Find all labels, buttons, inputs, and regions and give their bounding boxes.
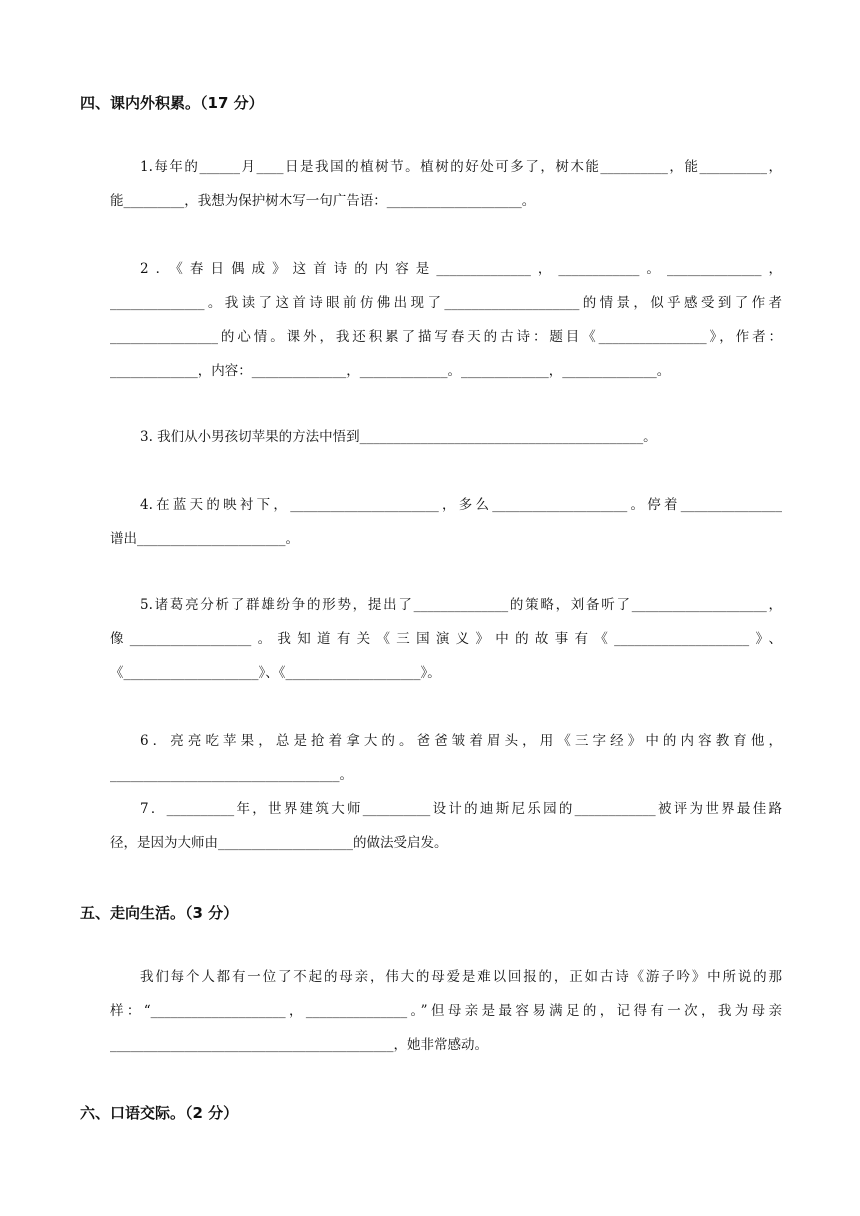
s5-line-1: 我们每个人都有一位了不起的母亲，伟大的母爱是难以回报的，正如古诗《游子吟》中所说的那	[140, 969, 782, 985]
q2-line-1: 2．《春日偶成》这首诗的内容是______________，____________。______________，	[140, 261, 782, 277]
q7-line-2: 径，是因为大师由____________________的做法受启发。	[110, 835, 448, 851]
q5-line-1: 5.诸葛亮分析了群雄纷争的形势，提出了______________的策略，刘备听了____________________，	[140, 597, 782, 613]
s5-line-3: __________________________________________，她非常感动。	[110, 1037, 488, 1053]
q5-line-3: 《____________________》、《____________________》。	[110, 665, 441, 681]
q5-line-2: 像__________________。我知道有关《三国演义》中的故事有《____________________》、	[110, 631, 782, 647]
section-5-heading: 五、走向生活。（3 分）	[80, 904, 239, 922]
section-4-heading: 四、课内外积累。（17 分）	[80, 94, 264, 112]
q2-line-3: ________________的心情。课外，我还积累了描写春天的古诗：题目《________________》，作者：	[110, 329, 782, 345]
q6-line-2: __________________________________。	[110, 767, 353, 783]
q1-line-2: 能_________，我想为保护树木写一句广告语：____________________。	[110, 193, 536, 209]
q6-line-1: 6．亮亮吃苹果，总是抢着拿大的。爸爸皱着眉头，用《三字经》中的内容教育他，	[140, 733, 782, 749]
q2-line-4: _____________，内容：______________，_____________。_____________，______________。	[110, 363, 671, 379]
q4-line-2: 谱出______________________。	[110, 531, 299, 547]
q1-line-1: 1.每年的______月____日是我国的植树节。植树的好处可多了，树木能__________，能__________，	[140, 159, 782, 175]
s5-line-2: 样：“____________________，_______________。”但母亲是最容易满足的，记得有一次，我为母亲	[110, 1003, 782, 1019]
q7-line-1: 7．__________年，世界建筑大师__________设计的迪斯尼乐园的____________被评为世界最佳路	[140, 801, 782, 817]
q2-line-2: ______________。我读了这首诗眼前仿佛出现了____________________的情景，似乎感受到了作者	[110, 295, 782, 311]
section-6-heading: 六、口语交际。（2 分）	[80, 1104, 239, 1122]
q3-line-1: 3. 我们从小男孩切苹果的方法中悟到__________________________________________。	[140, 429, 657, 445]
q4-line-1: 4.在蓝天的映衬下，______________________，多么____________________。停着_______________	[140, 497, 782, 513]
